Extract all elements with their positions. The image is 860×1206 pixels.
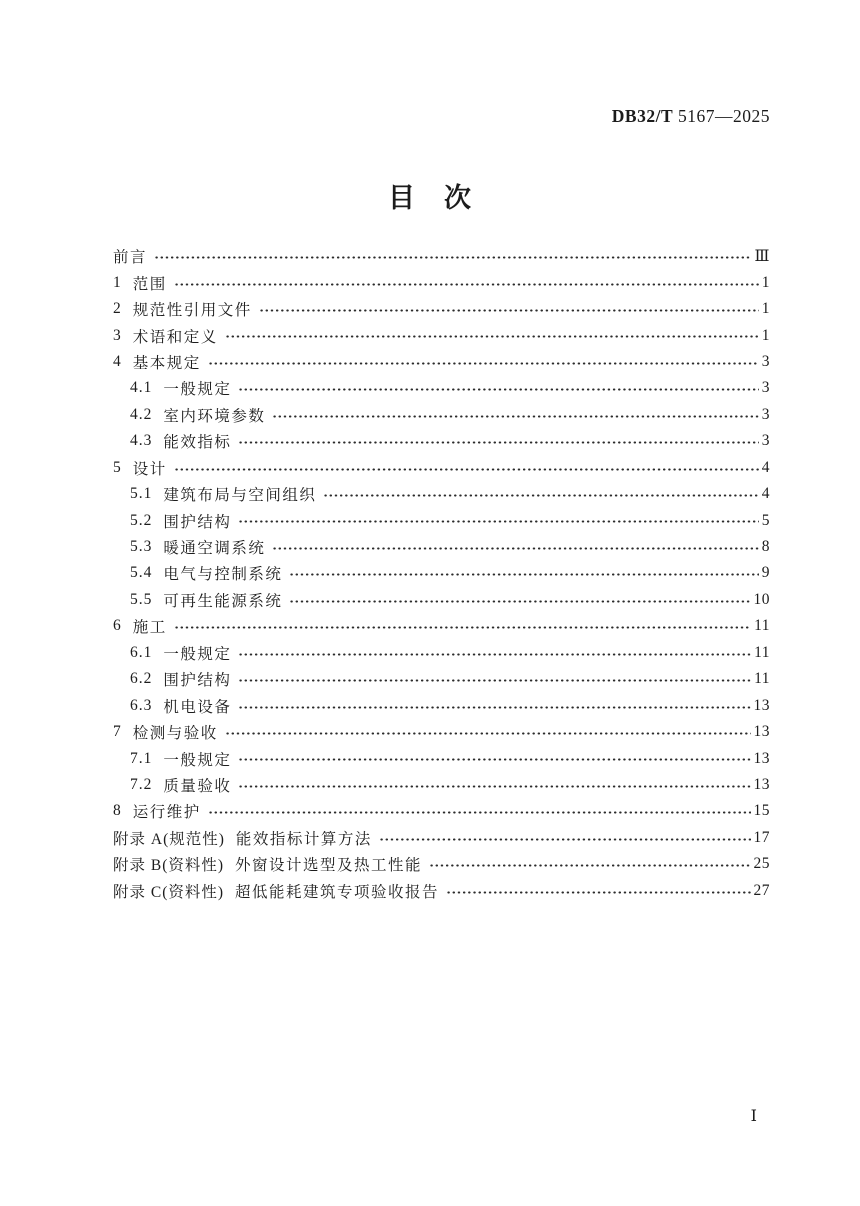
toc-entry-label: 外窗设计选型及热工性能 — [235, 857, 423, 875]
toc-entry-label: 室内环境参数 — [163, 407, 266, 425]
toc-entry-number: 5.2 — [130, 511, 153, 529]
dot-leader — [208, 798, 751, 824]
dot-leader — [238, 666, 751, 692]
toc-entry-page: 13 — [753, 696, 770, 714]
toc-entry — [113, 772, 770, 798]
toc-entry-page: 3 — [761, 405, 770, 423]
toc-entry-page: 1 — [761, 300, 770, 318]
toc-entry-number: 5 — [113, 458, 122, 476]
dot-leader — [208, 349, 759, 375]
toc-entry-number: 5.3 — [130, 538, 153, 556]
toc-entry-number: 5.1 — [130, 485, 153, 503]
dot-leader — [429, 851, 750, 877]
toc-entry — [113, 640, 770, 666]
toc-entry — [113, 719, 770, 745]
toc-entry-label: 超低能耗建筑专项验收报告 — [235, 883, 440, 901]
toc-entry-number: 6 — [113, 617, 122, 635]
toc-entry-number: 附录 C(资料性) — [113, 883, 225, 901]
toc-entry — [113, 745, 770, 771]
dot-leader — [379, 825, 751, 851]
doc-code-prefix: DB32/T — [611, 106, 674, 126]
toc-entry — [113, 349, 770, 375]
toc-entry-page: 3 — [761, 352, 770, 370]
toc-entry-label: 一般规定 — [163, 751, 232, 769]
toc-entry-label: 基本规定 — [132, 354, 201, 372]
toc-entry — [113, 455, 770, 481]
toc-entry — [113, 534, 770, 560]
toc-entry-number: 6.3 — [130, 696, 153, 714]
dot-leader — [323, 481, 758, 507]
toc-entry-page: 11 — [754, 617, 770, 635]
toc-entry — [113, 825, 770, 851]
toc-entry-label: 围护结构 — [163, 672, 232, 690]
toc-entry-label: 术语和定义 — [132, 328, 218, 346]
toc-entry-number: 附录 B(资料性) — [113, 857, 225, 875]
toc-entry — [113, 243, 770, 269]
toc-entry-number: 6.1 — [130, 643, 153, 661]
toc-entry-number: 4.3 — [130, 432, 153, 450]
dot-leader — [225, 719, 751, 745]
dot-leader — [238, 428, 758, 454]
toc-entry-label: 质量验收 — [163, 777, 232, 795]
toc-entry — [113, 296, 770, 322]
dot-leader — [259, 296, 759, 322]
toc-entry-label: 设计 — [132, 460, 167, 478]
toc-entry-page: 4 — [761, 458, 770, 476]
toc-entry-number: 7.2 — [130, 775, 153, 793]
toc-entry-number: 2 — [113, 300, 122, 318]
dot-leader — [225, 322, 759, 348]
doc-code — [612, 106, 770, 127]
dot-leader — [272, 402, 758, 428]
toc-entry-label: 检测与验收 — [132, 725, 218, 743]
toc-entry-page: 13 — [753, 775, 770, 793]
toc-entry — [113, 269, 770, 295]
toc-entry-label: 一般规定 — [163, 645, 232, 663]
toc-entry-label: 可再生能源系统 — [163, 592, 283, 610]
toc-entry — [113, 428, 770, 454]
toc-entry-number: 8 — [113, 802, 122, 820]
toc-entry-number: 7 — [113, 723, 122, 741]
toc-entry-label: 前言 — [113, 249, 148, 267]
toc-entry-label: 电气与控制系统 — [163, 566, 283, 584]
toc-entry — [113, 375, 770, 401]
toc-entry-number: 附录 A(规范性) — [113, 830, 225, 848]
toc-entry-label: 围护结构 — [163, 513, 232, 531]
toc-entry-page: 3 — [761, 432, 770, 450]
toc-entry — [113, 481, 770, 507]
page-title: 目 次 — [388, 183, 472, 213]
toc-entry-label: 运行维护 — [132, 804, 201, 822]
toc-entry-number: 3 — [113, 326, 122, 344]
dot-leader — [289, 560, 758, 586]
toc-entry-page: 1 — [761, 273, 770, 291]
toc-entry — [113, 878, 770, 904]
toc-entry — [113, 402, 770, 428]
dot-leader — [174, 613, 751, 639]
page-number: Ⅰ — [750, 1108, 757, 1125]
toc-entry-page: 25 — [753, 855, 770, 873]
toc-entry-label: 规范性引用文件 — [132, 302, 252, 320]
toc-entry-label: 建筑布局与空间组织 — [163, 487, 317, 505]
toc-entry-number: 5.5 — [130, 590, 153, 608]
dot-leader — [238, 507, 758, 533]
toc-entry-page: 13 — [753, 723, 770, 741]
toc-entry — [113, 798, 770, 824]
toc-entry-number: 4.2 — [130, 405, 153, 423]
toc-entry-label: 能效指标 — [163, 434, 232, 452]
toc-entry-page: 9 — [761, 564, 770, 582]
toc-entry — [113, 587, 770, 613]
dot-leader — [238, 375, 758, 401]
toc-entry-page: 4 — [761, 485, 770, 503]
dot-leader — [289, 587, 750, 613]
toc-entry — [113, 560, 770, 586]
dot-leader — [154, 243, 752, 269]
toc-entry — [113, 692, 770, 718]
toc-entry-page: 11 — [754, 643, 770, 661]
toc-entry-number: 1 — [113, 273, 122, 291]
toc-entry-page: 3 — [761, 379, 770, 397]
toc-entry-page: 11 — [754, 670, 770, 688]
toc-entry — [113, 613, 770, 639]
dot-leader — [174, 269, 759, 295]
toc — [113, 243, 770, 904]
dot-leader — [238, 640, 751, 666]
toc-entry-page: 17 — [753, 828, 770, 846]
toc-entry-number: 6.2 — [130, 670, 153, 688]
dot-leader — [238, 692, 750, 718]
toc-entry-page: 13 — [753, 749, 770, 767]
toc-entry — [113, 507, 770, 533]
toc-entry-number: 7.1 — [130, 749, 153, 767]
toc-entry-page: 1 — [761, 326, 770, 344]
dot-leader — [238, 745, 750, 771]
toc-entry-label: 暖通空调系统 — [163, 540, 266, 558]
toc-entry-number: 4.1 — [130, 379, 153, 397]
toc-entry-page: 5 — [761, 511, 770, 529]
toc-entry — [113, 322, 770, 348]
dot-leader — [272, 534, 758, 560]
toc-entry-page: 15 — [753, 802, 770, 820]
toc-entry-page: 10 — [753, 590, 770, 608]
toc-entry-number: 5.4 — [130, 564, 153, 582]
toc-entry-page: 8 — [761, 538, 770, 556]
toc-entry-label: 机电设备 — [163, 698, 232, 716]
toc-entry-page: 27 — [753, 881, 770, 899]
toc-entry-label: 一般规定 — [163, 381, 232, 399]
toc-entry-label: 施工 — [132, 619, 167, 637]
doc-code-number: 5167—2025 — [678, 106, 770, 126]
dot-leader — [174, 455, 759, 481]
toc-entry-page: Ⅲ — [754, 247, 770, 265]
toc-entry-number: 4 — [113, 352, 122, 370]
toc-entry-label: 能效指标计算方法 — [235, 830, 372, 848]
dot-leader — [446, 878, 750, 904]
toc-entry-label: 范围 — [132, 275, 167, 293]
dot-leader — [238, 772, 750, 798]
toc-entry — [113, 851, 770, 877]
toc-entry — [113, 666, 770, 692]
